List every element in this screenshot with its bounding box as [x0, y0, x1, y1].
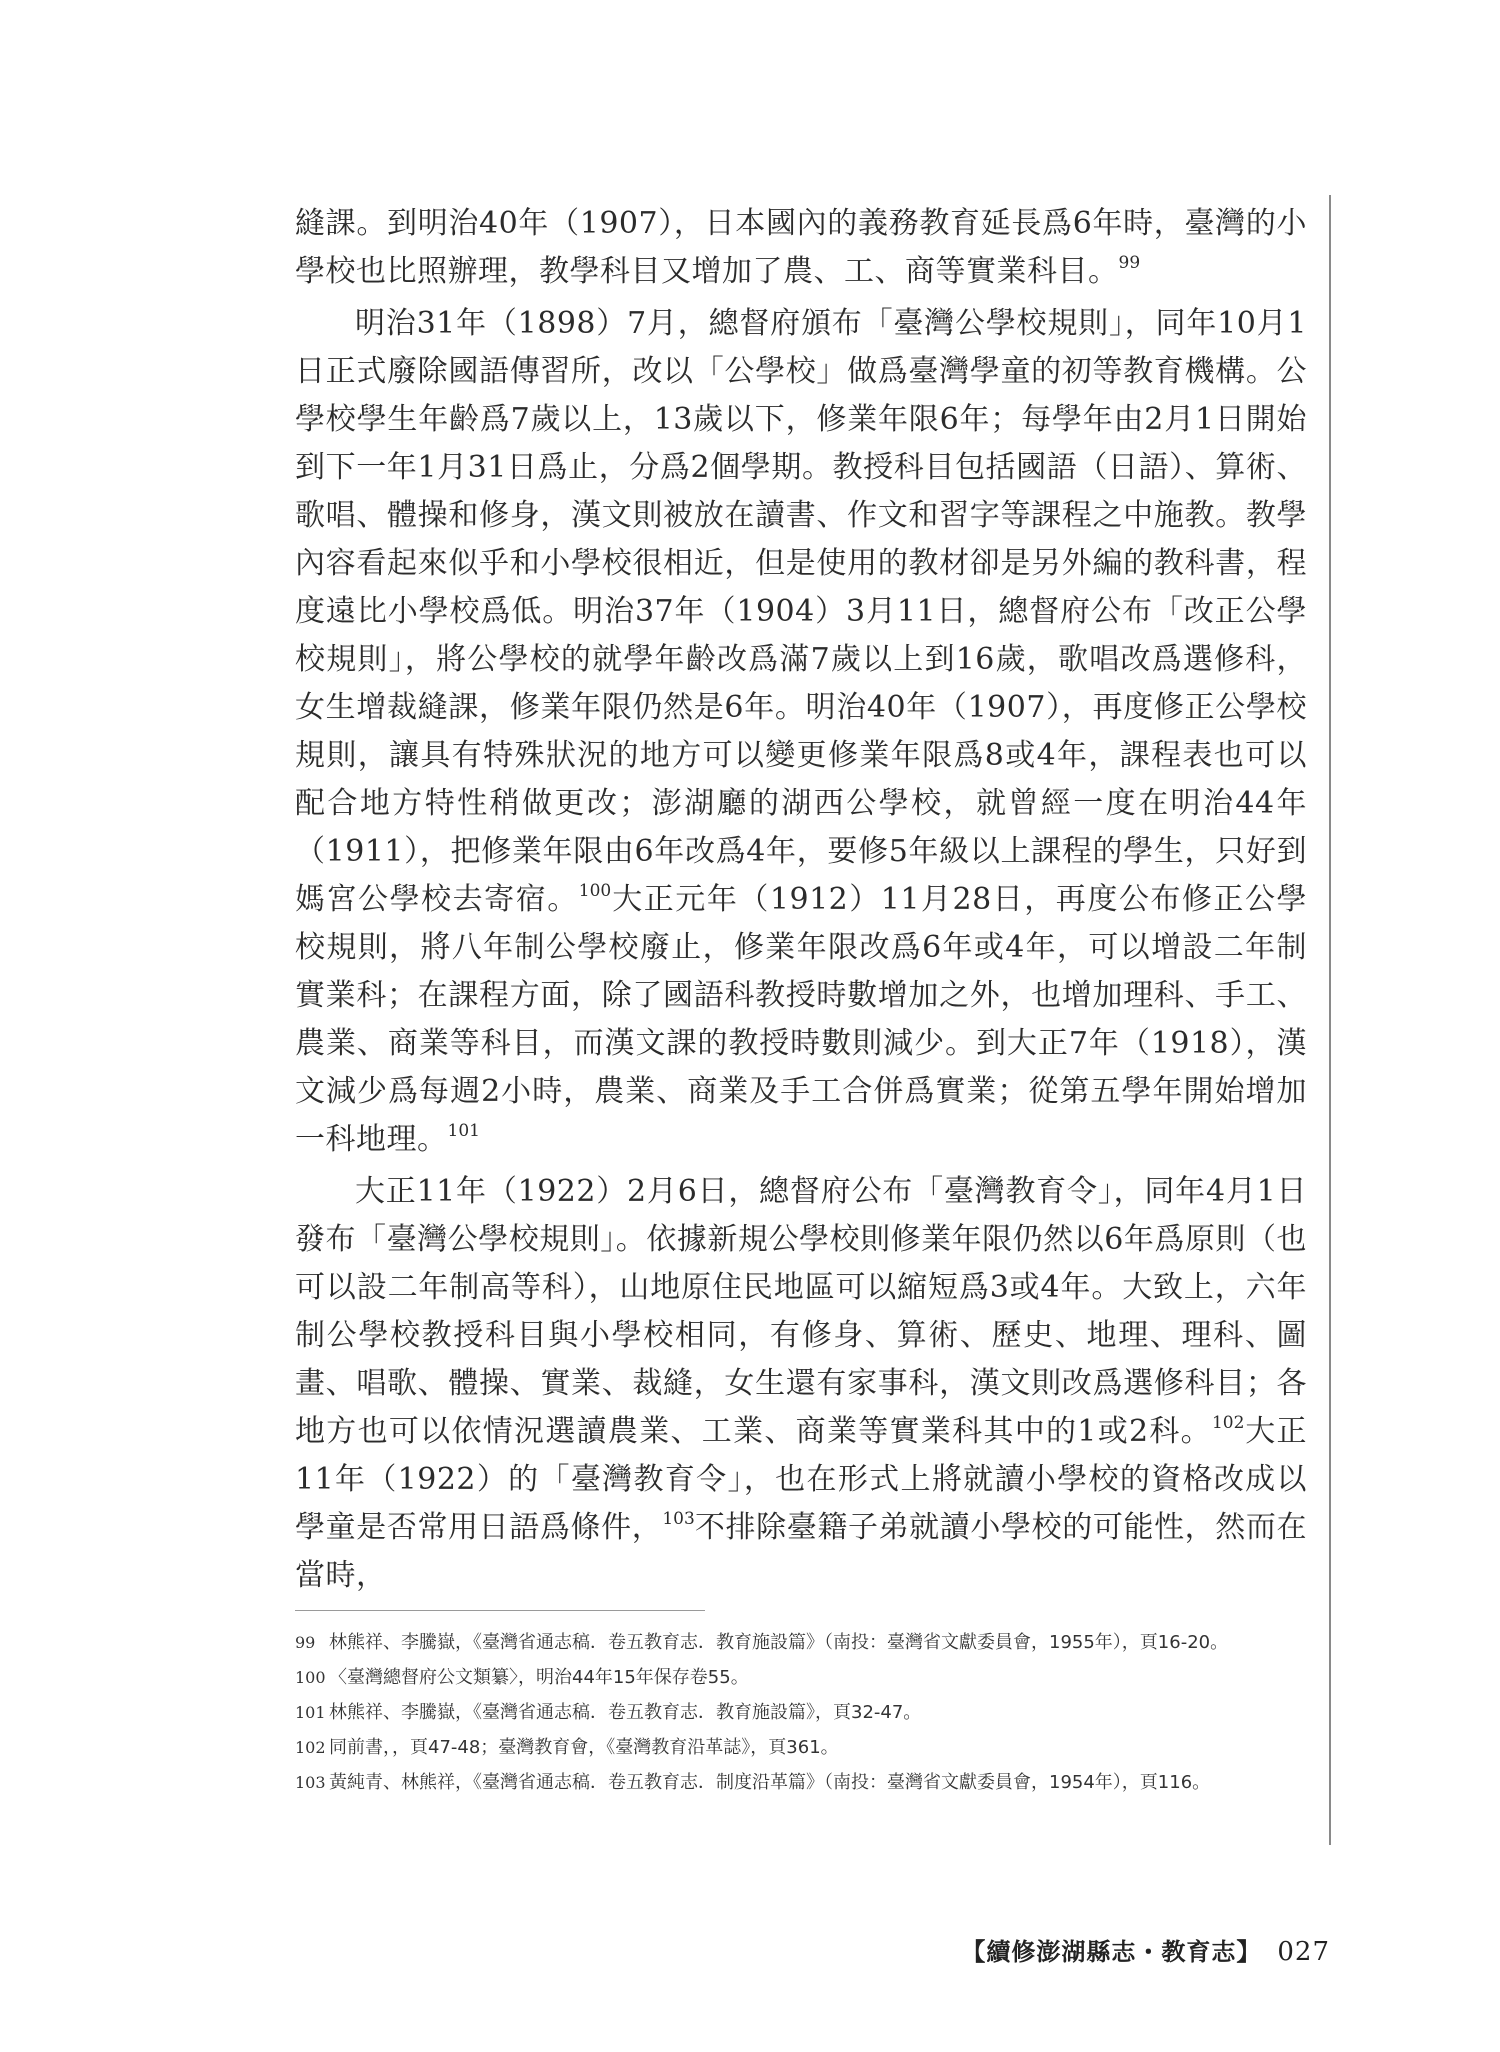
footnote-99: [295, 1628, 1305, 1657]
footnote-100: [295, 1663, 1305, 1692]
footnote-number: 100: [295, 1668, 326, 1687]
footnotes: [295, 1628, 1305, 1803]
paragraph-3-text-b: 大正11年（1922）的「臺灣教育令」，也在形式上將就讀小學校的資格改成以學童是否常用日語爲條件，: [295, 1414, 1307, 1545]
paragraph-1: [295, 200, 1307, 296]
paragraph-2-text-b: 大正元年（1912）11月28日，再度公布修正公學校規則，將八年制公學校廢止，修業年限改爲6年或4年，可以增設二年制實業科；在課程方面，除了國語科教授時數增加之外，也增加理科、手工、農業、商業等科目，而漢文課的教授時數則減少。到大正7年（1918），漢文減少爲每週2小時，農業、商業及手工合併爲實業；從第五學年開始增加一科地理。: [295, 882, 1307, 1157]
paragraph-3: [295, 1168, 1307, 1600]
paragraph-2-text-a: 明治31年（1898）7月，總督府頒布「臺灣公學校規則」，同年10月1日正式廢除國語傳習所，改以「公學校」做爲臺灣學童的初等教育機構。公學校學生年齡爲7歲以上，13歲以下，修業年限6年；每學年由2月1日開始到下一年1月31日爲止，分爲2個學期。教授科目包括國語（日語）、算術、歌唱、體操和修身，漢文則被放在讀書、作文和習字等課程之中施教。教學內容看起來似乎和小學校很相近，但是使用的教材卻是另外編的教科書，程度遠比小學校爲低。明治37年（1904）3月11日，總督府公布「改正公學校規則」，將公學校的就學年齡改爲滿7歲以上到16歲，歌唱改爲選修科，女生增裁縫課，修業年限仍然是6年。明治40年（1907），再度修正公學校規則，讓具有特殊狀況的地方可以變更修業年限爲8或4年，課程表也可以配合地方特性稍做更改；澎湖廳的湖西公學校，就曾經一度在明治44年（1911），把修業年限由6年改爲4年，要修5年級以上課程的學生，只好到媽宮公學校去寄宿。: [295, 306, 1307, 917]
book-title: 【續修澎湖縣志・教育志】: [961, 1937, 1262, 1966]
footnote-text: 林熊祥、李騰嶽，《臺灣省通志稿．卷五教育志．教育施設篇》（南投：臺灣省文獻委員會，1955年），頁16-20。: [329, 1632, 1229, 1653]
footnote-ref-101[interactable]: 101: [447, 1121, 480, 1141]
footnote-102: [295, 1733, 1305, 1762]
footnote-number: 103: [295, 1773, 326, 1792]
paragraph-1-text: 縫課。到明治40年（1907），日本國內的義務教育延長爲6年時，臺灣的小學校也比照辦理，教學科目又增加了農、工、商等實業科目。: [295, 206, 1307, 289]
paragraph-2: [295, 300, 1307, 1164]
running-footer: [961, 1932, 1330, 1967]
footnote-103: [295, 1768, 1305, 1797]
footnote-separator: [295, 1610, 705, 1611]
footnote-number: 101: [295, 1703, 326, 1722]
paragraph-3-text-c: 不排除臺籍子弟就讀小學校的可能性，然而在當時，: [295, 1510, 1308, 1593]
page-number: 027: [1277, 1937, 1330, 1967]
paragraph-3-text-a: 大正11年（1922）2月6日，總督府公布「臺灣教育令」，同年4月1日發布「臺灣公學校規則」。依據新規公學校則修業年限仍然以6年爲原則（也可以設二年制高等科），山地原住民地區可以縮短爲3或4年。大致上，六年制公學校教授科目與小學校相同，有修身、算術、歷史、地理、理科、圖畫、唱歌、體操、實業、裁縫，女生還有家事科，漢文則改爲選修科目；各地方也可以依情況選讀農業、工業、商業等實業科其中的1或2科。: [295, 1174, 1307, 1449]
margin-rule: [1329, 195, 1331, 1845]
footnote-101: [295, 1698, 1305, 1727]
footnote-number: 99: [295, 1633, 316, 1652]
footnote-text: 林熊祥、李騰嶽，《臺灣省通志稿．卷五教育志．教育施設篇》，頁32-47。: [329, 1702, 922, 1723]
footnote-ref-100[interactable]: 100: [578, 881, 612, 901]
footnote-ref-102[interactable]: 102: [1211, 1413, 1245, 1433]
footnote-number: 102: [295, 1738, 326, 1757]
footnote-ref-99[interactable]: 99: [1118, 253, 1141, 273]
footnote-text: 黃純青、林熊祥，《臺灣省通志稿．卷五教育志．制度沿革篇》（南投：臺灣省文獻委員會，1954年），頁116。: [329, 1772, 1211, 1793]
footnote-text: 〈臺灣總督府公文類纂〉，明治44年15年保存卷55。: [329, 1667, 749, 1688]
footnote-text: 同前書，，頁47-48；臺灣教育會，《臺灣教育沿革誌》，頁361。: [329, 1737, 839, 1758]
body-text: [295, 200, 1307, 1604]
footnote-ref-103[interactable]: 103: [662, 1509, 695, 1529]
